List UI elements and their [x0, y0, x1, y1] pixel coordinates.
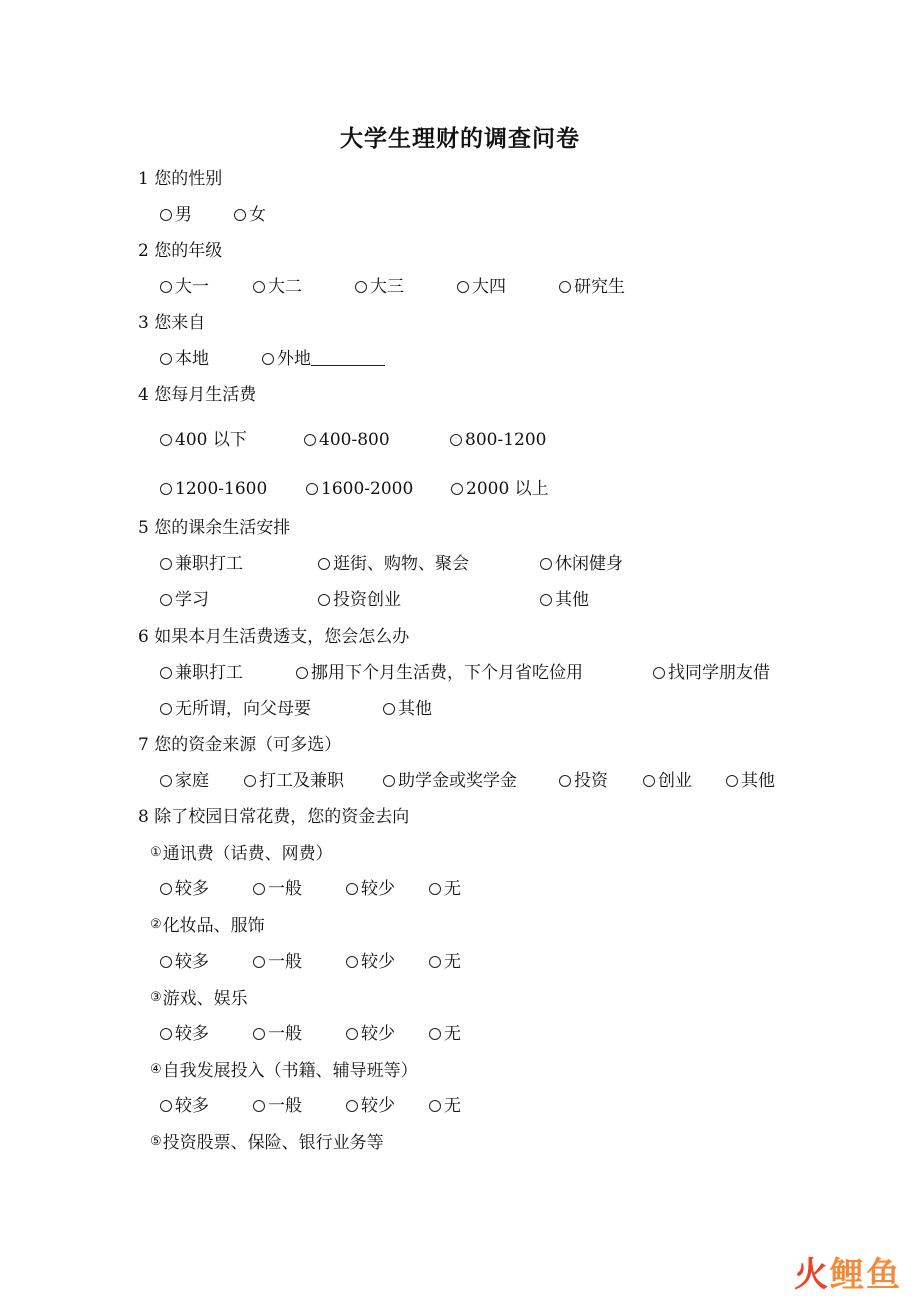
radio-icon[interactable]	[262, 353, 274, 365]
q7-option-part-time[interactable]: 打工及兼职	[244, 770, 344, 792]
q8-item-1-option-average[interactable]: 一般	[253, 878, 302, 900]
q8-item-2-option-less[interactable]: 较少	[346, 951, 395, 973]
q1-option-male[interactable]: 男	[160, 204, 192, 226]
radio-icon[interactable]	[346, 1100, 358, 1112]
q7-option-startup[interactable]: 创业	[643, 770, 692, 792]
q8-item-3-option-less[interactable]: 较少	[346, 1023, 395, 1045]
radio-icon[interactable]	[160, 1028, 172, 1040]
q7-option-other[interactable]: 其他	[726, 770, 775, 792]
radio-icon[interactable]	[160, 353, 172, 365]
radio-icon[interactable]	[244, 775, 256, 787]
question-2-label: 2 您的年级	[138, 241, 223, 261]
radio-icon[interactable]	[726, 775, 738, 787]
radio-icon[interactable]	[304, 434, 316, 446]
radio-icon[interactable]	[318, 594, 330, 606]
radio-icon[interactable]	[559, 281, 571, 293]
radio-icon[interactable]	[559, 775, 571, 787]
question-4-label: 4 您每月生活费	[138, 385, 257, 405]
q8-item-2-option-average[interactable]: 一般	[253, 951, 302, 973]
q6-option-borrow-next-month[interactable]: 挪用下个月生活费，下个月省吃俭用	[296, 662, 583, 684]
radio-icon[interactable]	[429, 883, 441, 895]
radio-icon[interactable]	[160, 667, 172, 679]
q2-option-freshman[interactable]: 大一	[160, 276, 209, 298]
q8-item-3-label: ③游戏、娱乐	[150, 989, 248, 1009]
radio-icon[interactable]	[160, 483, 172, 495]
radio-icon[interactable]	[429, 1028, 441, 1040]
radio-icon[interactable]	[253, 956, 265, 968]
question-3-label: 3 您来自	[138, 313, 206, 333]
radio-icon[interactable]	[540, 558, 552, 570]
q3-option-local[interactable]: 本地	[160, 348, 209, 370]
radio-icon[interactable]	[253, 281, 265, 293]
radio-icon[interactable]	[653, 667, 665, 679]
q6-option-borrow-friends[interactable]: 找同学朋友借	[653, 662, 770, 684]
q8-item-5-label: ⑤投资股票、保险、银行业务等	[150, 1133, 384, 1153]
radio-icon[interactable]	[253, 883, 265, 895]
q6-option-other[interactable]: 其他	[383, 698, 432, 720]
radio-icon[interactable]	[306, 483, 318, 495]
fill-in-blank[interactable]	[311, 351, 385, 366]
radio-icon[interactable]	[450, 434, 462, 446]
question-8-label: 8 除了校园日常花费，您的资金去向	[138, 807, 410, 827]
q4-option-above-2000[interactable]: 2000 以上	[451, 478, 549, 500]
radio-icon[interactable]	[160, 956, 172, 968]
q4-option-800-1200[interactable]: 800-1200	[450, 429, 546, 451]
radio-icon[interactable]	[160, 558, 172, 570]
page-title: 大学生理财的调查问卷	[340, 125, 580, 152]
q6-option-part-time-job[interactable]: 兼职打工	[160, 662, 243, 684]
radio-icon[interactable]	[160, 775, 172, 787]
radio-icon[interactable]	[346, 883, 358, 895]
q7-option-family[interactable]: 家庭	[160, 770, 209, 792]
radio-icon[interactable]	[346, 1028, 358, 1040]
q8-item-1-option-more[interactable]: 较多	[160, 878, 209, 900]
q2-option-senior[interactable]: 大四	[457, 276, 506, 298]
radio-icon[interactable]	[160, 703, 172, 715]
radio-icon[interactable]	[643, 775, 655, 787]
q8-item-4-option-less[interactable]: 较少	[346, 1095, 395, 1117]
q5-option-other[interactable]: 其他	[540, 589, 589, 611]
watermark-logo: 火鲤鱼	[794, 1255, 902, 1295]
q7-option-investment[interactable]: 投资	[559, 770, 608, 792]
q5-option-invest-startup[interactable]: 投资创业	[318, 589, 401, 611]
q2-option-junior[interactable]: 大三	[355, 276, 404, 298]
radio-icon[interactable]	[296, 667, 308, 679]
radio-icon[interactable]	[160, 1100, 172, 1112]
q2-option-sophomore[interactable]: 大二	[253, 276, 302, 298]
q4-option-1600-2000[interactable]: 1600-2000	[306, 478, 413, 500]
q8-item-2-label: ②化妆品、服饰	[150, 916, 265, 936]
q8-item-2-option-more[interactable]: 较多	[160, 951, 209, 973]
radio-icon[interactable]	[234, 209, 246, 221]
q8-item-1-label: ①通讯费（话费、网费）	[150, 844, 333, 864]
q8-item-3-option-none[interactable]: 无	[429, 1023, 461, 1045]
radio-icon[interactable]	[383, 703, 395, 715]
q2-option-graduate[interactable]: 研究生	[559, 276, 625, 298]
radio-icon[interactable]	[253, 1028, 265, 1040]
q7-option-scholarship[interactable]: 助学金或奖学金	[383, 770, 517, 792]
q8-item-3-option-more[interactable]: 较多	[160, 1023, 209, 1045]
radio-icon[interactable]	[355, 281, 367, 293]
radio-icon[interactable]	[160, 594, 172, 606]
radio-icon[interactable]	[429, 1100, 441, 1112]
q3-option-other-region[interactable]: 外地	[262, 348, 385, 370]
q8-item-3-option-average[interactable]: 一般	[253, 1023, 302, 1045]
radio-icon[interactable]	[346, 956, 358, 968]
q8-item-2-option-none[interactable]: 无	[429, 951, 461, 973]
q8-item-4-option-none[interactable]: 无	[429, 1095, 461, 1117]
q8-item-4-option-average[interactable]: 一般	[253, 1095, 302, 1117]
radio-icon[interactable]	[451, 483, 463, 495]
radio-icon[interactable]	[318, 558, 330, 570]
radio-icon[interactable]	[160, 281, 172, 293]
q5-option-part-time-job[interactable]: 兼职打工	[160, 553, 243, 575]
q4-option-1200-1600[interactable]: 1200-1600	[160, 478, 267, 500]
radio-icon[interactable]	[160, 434, 172, 446]
q6-option-ask-parents[interactable]: 无所谓，向父母要	[160, 698, 311, 720]
q8-item-1-option-none[interactable]: 无	[429, 878, 461, 900]
q4-option-below-400[interactable]: 400 以下	[160, 429, 247, 451]
question-1-label: 1 您的性别	[138, 169, 223, 189]
q4-option-400-800[interactable]: 400-800	[304, 429, 390, 451]
radio-icon[interactable]	[457, 281, 469, 293]
radio-icon[interactable]	[383, 775, 395, 787]
radio-icon[interactable]	[540, 594, 552, 606]
radio-icon[interactable]	[160, 209, 172, 221]
radio-icon[interactable]	[429, 956, 441, 968]
q8-item-4-option-more[interactable]: 较多	[160, 1095, 209, 1117]
q1-option-female[interactable]: 女	[234, 204, 266, 226]
q5-option-study[interactable]: 学习	[160, 589, 209, 611]
question-6-label: 6 如果本月生活费透支，您会怎么办	[138, 627, 410, 647]
q5-option-shopping-party[interactable]: 逛街、购物、聚会	[318, 553, 469, 575]
radio-icon[interactable]	[160, 883, 172, 895]
q8-item-1-option-less[interactable]: 较少	[346, 878, 395, 900]
question-5-label: 5 您的课余生活安排	[138, 518, 291, 538]
question-7-label: 7 您的资金来源（可多选）	[138, 735, 342, 755]
q5-option-fitness[interactable]: 休闲健身	[540, 553, 623, 575]
radio-icon[interactable]	[253, 1100, 265, 1112]
q8-item-4-label: ④自我发展投入（书籍、辅导班等）	[150, 1061, 418, 1081]
